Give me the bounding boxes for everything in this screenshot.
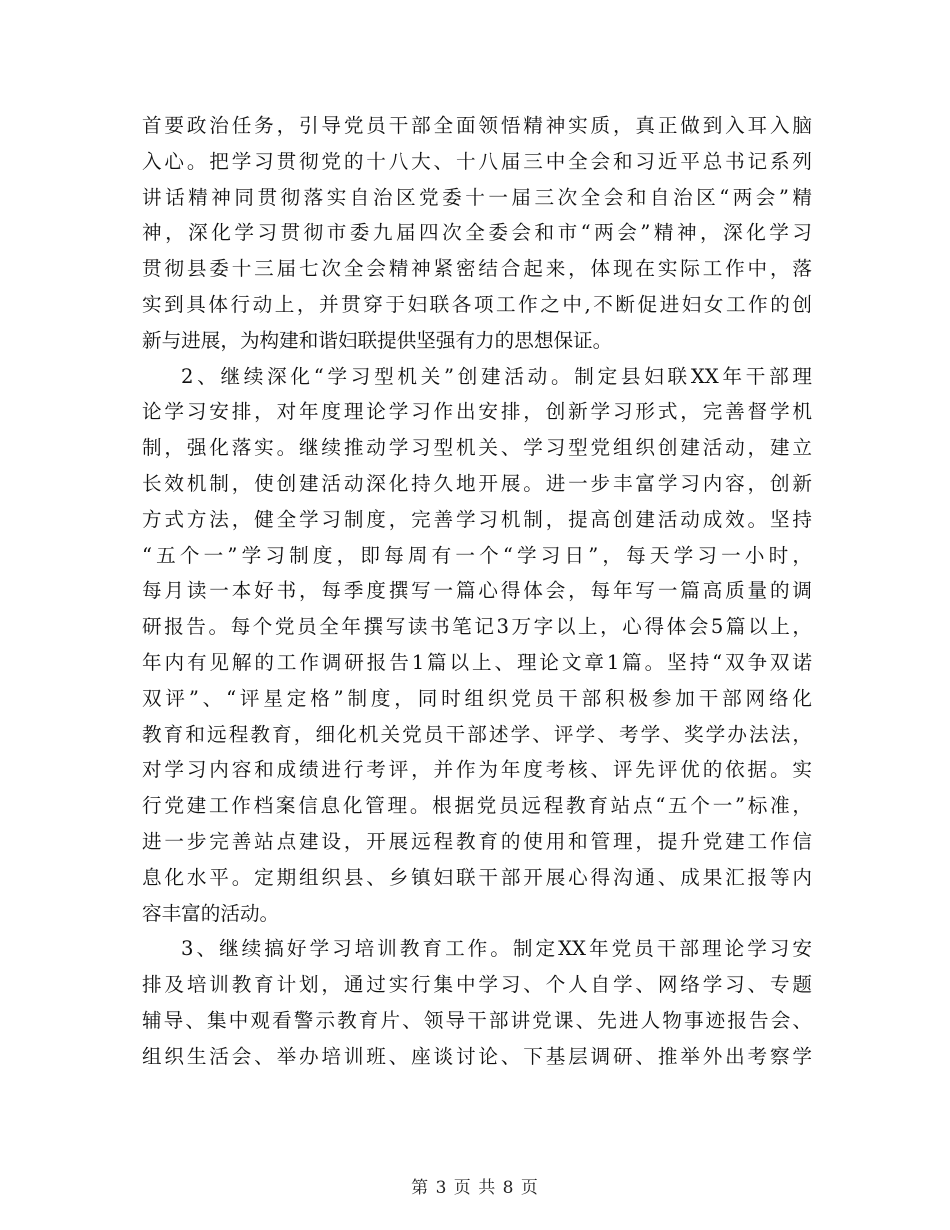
text-line: 实到具体行动上，并贯穿于妇联各项工作之中,不断促进妇女工作的创 [142, 292, 812, 316]
text-line: 新与进展，为构建和谐妇联提供坚强有力的思想保证。 [142, 328, 613, 352]
text-line: 讲话精神同贯彻落实自治区党委十一届三次全会和自治区“两会”精 [142, 185, 812, 209]
page-number: 第 3 页 共 8 页 [411, 1178, 539, 1198]
text-line: 双评”、“评星定格”制度，同时组织党员干部积极参加干部网络化 [142, 686, 812, 710]
text-line: 年内有见解的工作调研报告1篇以上、理论文章1篇。坚持“双争双诺 [142, 650, 812, 674]
text-line: 容丰富的活动。 [142, 901, 280, 925]
text-line: 入心。把学习贯彻党的十八大、十八届三中全会和习近平总书记系列 [142, 149, 812, 173]
text-line: 进一步完善站点建设，开展远程教育的使用和管理，提升党建工作信 [142, 829, 812, 853]
text-line: 论学习安排，对年度理论学习作出安排，创新学习形式，完善督学机 [142, 400, 812, 424]
text-line: 研报告。每个党员全年撰写读书笔记3万字以上，心得体会5篇以上， [142, 615, 812, 639]
text-line: 制，强化落实。继续推动学习型机关、学习型党组织创建活动，建立 [142, 436, 812, 460]
text-line: 排及培训教育计划，通过实行集中学习、个人自学、网络学习、专题 [142, 973, 812, 997]
paragraph-start-line: 3、继续搞好学习培训教育工作。制定XX年党员干部理论学习安 [181, 937, 812, 961]
text-line: 首要政治任务，引导党员干部全面领悟精神实质，真正做到入耳入脑 [142, 114, 812, 137]
text-line: 行党建工作档案信息化管理。根据党员远程教育站点“五个一”标准， [142, 794, 812, 818]
text-line: 组织生活会、举办培训班、座谈讨论、下基层调研、推举外出考察学 [142, 1044, 812, 1068]
text-line: 方式方法，健全学习制度，完善学习机制，提高创建活动成效。坚持 [142, 507, 812, 531]
text-line: 辅导、集中观看警示教育片、领导干部讲党课、先进人物事迹报告会、 [142, 1008, 812, 1032]
paragraph-start-line: 2、继续深化“学习型机关”创建活动。制定县妇联XX年干部理 [181, 364, 812, 388]
text-line: 息化水平。定期组织县、乡镇妇联干部开展心得沟通、成果汇报等内 [142, 865, 812, 889]
text-line: 对学习内容和成绩进行考评，并作为年度考核、评先评优的依据。实 [142, 758, 812, 782]
text-line: 神，深化学习贯彻市委九届四次全委会和市“两会”精神，深化学习 [142, 221, 812, 245]
text-line: 长效机制，使创建活动深化持久地开展。进一步丰富学习内容，创新 [142, 471, 812, 495]
text-line: 每月读一本好书，每季度撰写一篇心得体会，每年写一篇高质量的调 [142, 579, 812, 603]
text-line: “五个一”学习制度，即每周有一个“学习日”，每天学习一小时， [142, 543, 812, 567]
text-line: 贯彻县委十三届七次全会精神紧密结合起来，体现在实际工作中，落 [142, 257, 812, 281]
document-body [142, 108, 812, 1075]
text-line: 教育和远程教育，细化机关党员干部述学、评学、考学、奖学办法法， [142, 722, 812, 746]
